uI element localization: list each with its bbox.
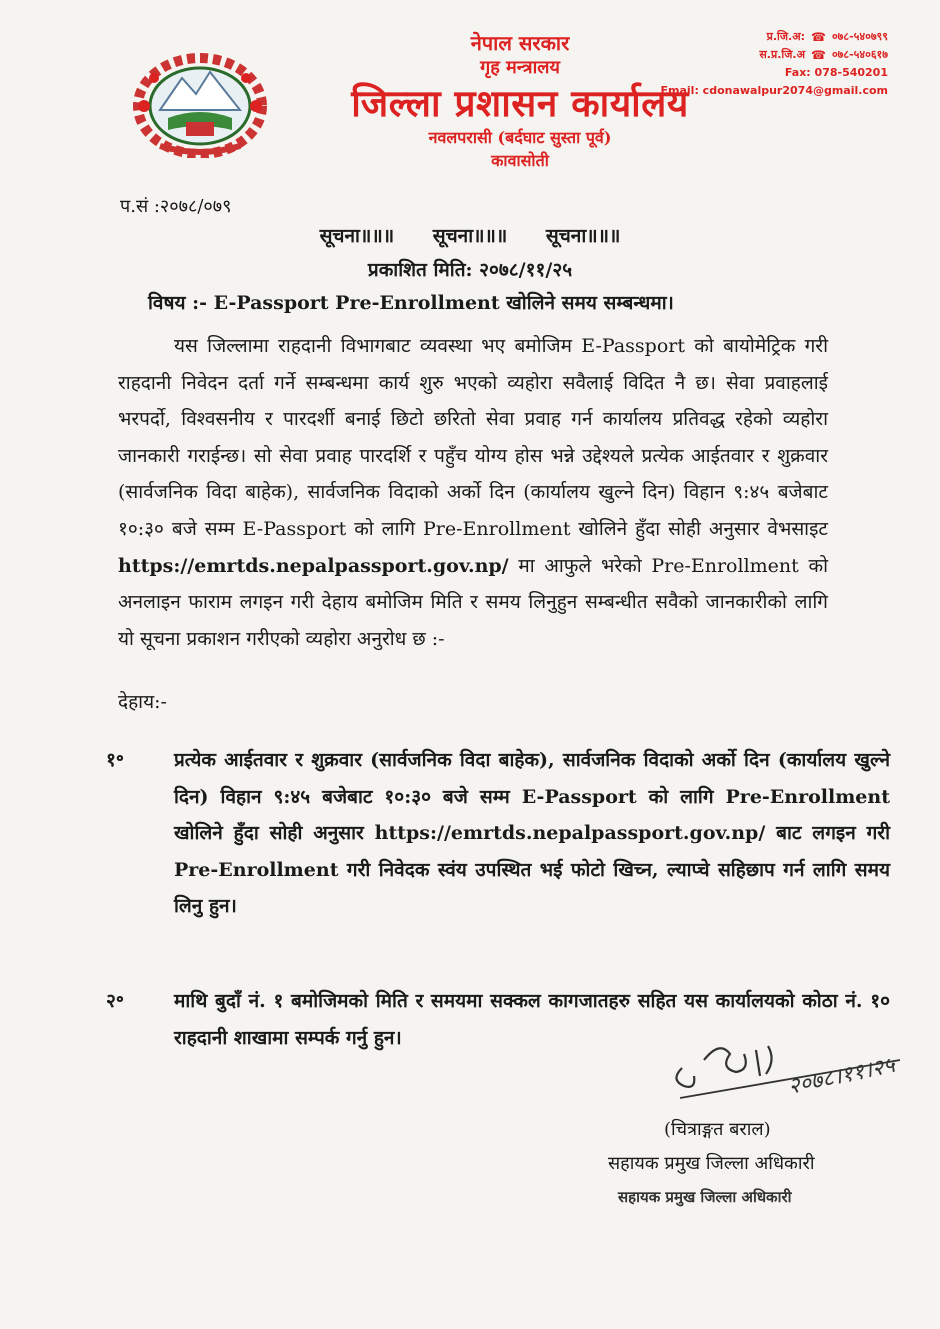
contact-label: प्र.जि.अ: — [766, 30, 805, 43]
contact-row-cdo — [661, 28, 889, 46]
office-address: नवलपरासी (बर्दघाट सुस्ता पूर्व) — [428, 128, 612, 147]
contact-label: स.प्र.जि.अ — [759, 48, 805, 61]
phone-icon: ☎ — [811, 30, 826, 44]
list-item — [106, 742, 890, 925]
phone-icon: ☎ — [811, 48, 826, 62]
body-paragraph — [118, 328, 828, 657]
notice-word: सूचना॥॥॥ — [432, 225, 508, 247]
item-text: माथि बुदाँ नं. १ बमोजिमको मिति र समयमा सक्कल कागजातहरु सहित यस कार्यालयको कोठा नं. १० राहदानी शाखामा सम्पर्क गर्नु हुन। — [174, 990, 890, 1049]
signature-date: २०७८।११।२५ — [786, 1052, 898, 1100]
body-text-part1: यस जिल्लामा राहदानी विभागबाट व्यवस्था भए बमोजिम E-Passport को बायोमेट्रिक गरी राहदानी निवेदन दर्ता गर्ने सम्बन्धमा कार्य शुरु भएको व्यहोरा सवैलाई विदित नै छ। सेवा प्रवाहलाई भरपर्दो, विश्वसनीय र पारदर्शी बनाई छिटो छरितो सेवा प्रवाह गर्न कार्यालय प्रतिवद्ध रहेको व्यहोरा जानकारी गराईन्छ। सो सेवा प्रवाह पारदर्शि र पहुँच योग्य होस भन्ने उद्देश्यले प्रत्येक आईतवार र शुक्रवार (सार्वजनिक विदा बाहेक), सार्वजनिक विदाको अर्को दिन (कार्यालय खुल्ने दिन) विहान ९:४५ बजेबाट १०:३० बजे सम्म E-Passport को लागि Pre-Enrollment खोलिने हुँदा सोही अनुसार वेभसाइट — [118, 335, 828, 540]
contact-value: ०७८-५४०६१७ — [831, 48, 888, 61]
dehay-label: देहाय:- — [118, 691, 167, 713]
signatory-name: (चित्राङ्गत बराल) — [664, 1119, 771, 1140]
nepal-emblem-icon — [120, 48, 280, 158]
government-name: नेपाल सरकार — [470, 31, 570, 55]
notice-word: सूचना॥॥॥ — [319, 225, 395, 247]
item-number: १॰ — [106, 749, 124, 771]
passport-url: https://emrtds.nepalpassport.gov.np/ — [118, 554, 509, 577]
signatory-title: सहायक प्रमुख जिल्ला अधिकारी — [608, 1153, 815, 1174]
office-name: जिल्ला प्रशासन कार्यालय — [351, 81, 689, 125]
handwritten-signature — [660, 1020, 920, 1120]
published-date: प्रकाशित मिति: २०७८/११/२५ — [367, 259, 573, 281]
signatory-stamp: सहायक प्रमुख जिल्ला अधिकारी — [618, 1188, 792, 1206]
contact-value: ०७८-५४०७९९ — [831, 30, 888, 43]
item-number: २॰ — [106, 990, 124, 1012]
subject-line: विषय :- E-Passport Pre-Enrollment खोलिने समय सम्बन्धमा। — [148, 292, 674, 314]
fax-number: Fax: 078-540201 — [784, 66, 888, 79]
contact-row-acdo — [661, 46, 889, 64]
notice-heading — [0, 222, 940, 248]
body-text-part2: मा आफुले भरेको Pre-Enrollment को अनलाइन फाराम लगइन गरी देहाय बमोजिम मिति र समय लिनुहुन सम्बन्धीत सवैको जानकारीको लागि यो सूचना प्रकाशन गरीएको व्यहोरा अनुरोध छ :- — [118, 554, 828, 650]
item-text: प्रत्येक आईतवार र शुक्रवार (सार्वजनिक विदा बाहेक), सार्वजनिक विदाको अर्को दिन (कार्यालय खुल्ने दिन) विहान ९:४५ बजेबाट १०:३० बजे सम्म E-Passport को लागि Pre-Enrollment खोलिने हुँदा सोही अनुसार https://emrtds.nepalpassport.gov.np/ बाट लगइन गरी Pre-Enrollment गरी निवेदक स्वंय उपस्थित भई फोटो खिच्न, ल्याप्चे सहिछाप गर्न लागि समय लिनु हुन। — [174, 749, 890, 918]
reference-number: प.सं :२०७८/०७९ — [120, 196, 232, 217]
email-address: Email: cdonawalpur2074@gmail.com — [660, 84, 888, 97]
office-place: कावासोती — [491, 151, 549, 170]
notice-word: सूचना॥॥॥ — [545, 225, 621, 247]
contact-block — [661, 28, 889, 100]
ministry-name: गृह मन्त्रालय — [480, 57, 560, 78]
